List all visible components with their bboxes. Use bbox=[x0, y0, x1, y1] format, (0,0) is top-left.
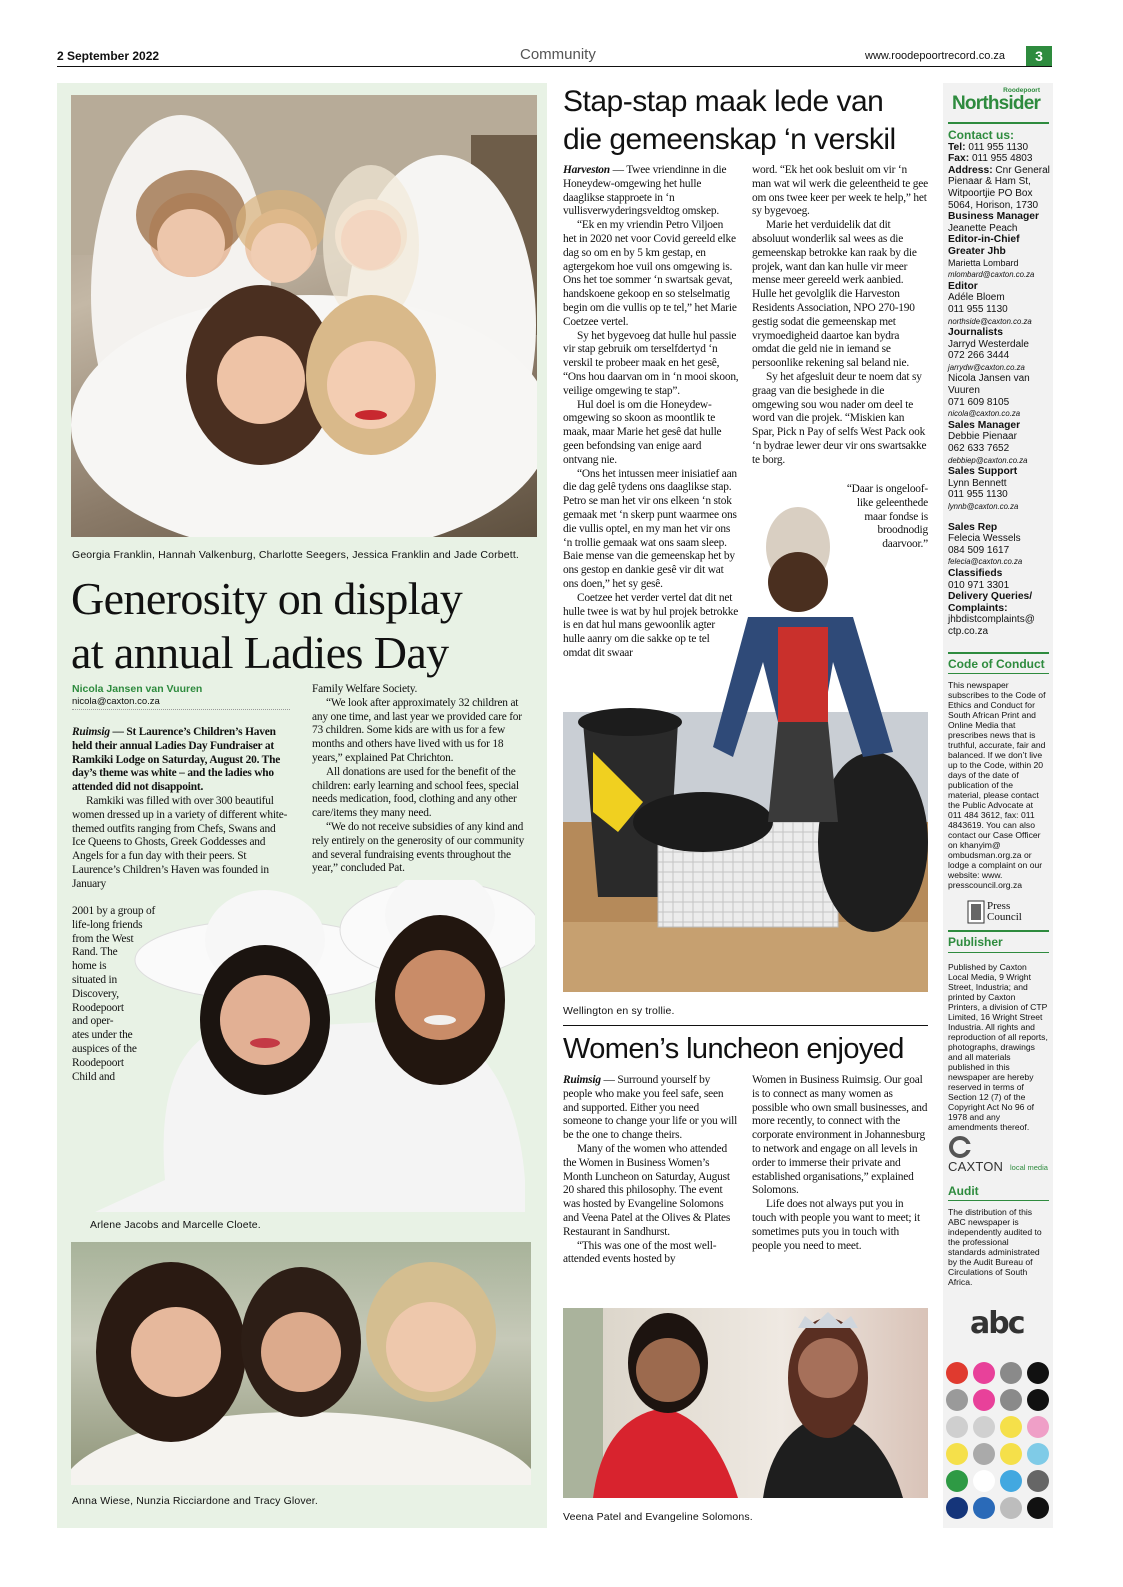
body-paragraph: All donations are used for the benefit of the children: early learning and school fees, special needs medication, food, clothing and any other care/items they many need. bbox=[312, 765, 519, 820]
masthead-logo bbox=[952, 87, 1046, 114]
registration-dot bbox=[946, 1497, 968, 1519]
contact-heading: Contact us: bbox=[948, 128, 1014, 142]
website-link[interactable]: www.roodepoortrecord.co.za bbox=[865, 50, 1006, 62]
body-paragraph: Family Welfare Society. bbox=[312, 683, 418, 695]
body-paragraph: Marie het verduidelik dat dit absoluut wonderlik sal wees as die gemeenskap betrokke kan raak by die projek, want dan kan hulle vir meer mense meer gereeld werk aanbied. Hulle het gevolglik die Harveston Residents Association, NPO 270-190 gestig sodat die gemeenskap met vrymoedigheid daartoe kan bydra omdat die geld nie in iemand se persoonlike rekening sal beland nie. bbox=[752, 219, 917, 370]
byline-rule bbox=[72, 709, 290, 710]
photo-anna-nunzia-tracy bbox=[71, 1242, 531, 1485]
code-of-conduct-heading: Code of Conduct bbox=[948, 657, 1045, 671]
photo-wellington-trolley-art bbox=[563, 492, 928, 992]
body-paragraph: “This was one of the most well-attended events hosted by bbox=[563, 1239, 717, 1266]
sales-support: Sales Support Lynn Bennett 011 955 1130 lynnb@caxton.co.za bbox=[948, 466, 1019, 511]
registration-dot bbox=[946, 1416, 968, 1438]
body-paragraph: “We look after approximately 32 children at any one time, and last year we provided care for 73 children. Some kids are with us for a few months and others have lived with us for 18 years,” explained Pat Chrichton. bbox=[312, 696, 522, 764]
logo-title: Northsider bbox=[952, 93, 1041, 114]
caption-arlene-marcelle: Arlene Jacobs and Marcelle Cloete. bbox=[90, 1219, 261, 1231]
photo-veena-evangeline bbox=[563, 1308, 928, 1498]
registration-dot bbox=[1000, 1416, 1022, 1438]
header-rule bbox=[57, 66, 1052, 67]
caption-wellington: Wellington en sy trollie. bbox=[563, 1005, 675, 1017]
ladies-day-column-2 bbox=[312, 683, 534, 876]
headline-line-1: Stap-stap maak lede van bbox=[563, 85, 884, 118]
body-paragraph: Coetzee het verder vertel dat dit net hulle twee is wat by hul projek betrokke is en dat hul mans gewoonlik agter hulle aanry om die sakke op te tel omdat dit swaar bbox=[563, 591, 739, 659]
headline-stap-stap bbox=[563, 83, 896, 159]
contact-address: Address: Cnr General Pienaar & Ham St, Witpoortjie PO Box 5064, Horison, 1730 bbox=[948, 164, 1050, 211]
registration-dot bbox=[973, 1416, 995, 1438]
headline-line-2: at annual Ladies Day bbox=[71, 627, 449, 678]
issue-date: 2 September 2022 bbox=[57, 49, 160, 63]
logo-small-text: Roodepoort bbox=[1003, 87, 1040, 94]
lead-paragraph: Ruimsig — St Laurence’s Children’s Haven held their annual Ladies Day Fundraiser at Ramkiki Lodge on Saturday, August 20. The day’s theme was white – and the ladies who attended did not disappoint. bbox=[72, 726, 281, 794]
quote-line: daarvoor.” bbox=[882, 538, 928, 551]
wrap-line: Discovery, bbox=[72, 987, 119, 1000]
wrap-line: situated in bbox=[72, 973, 117, 986]
headline-line-1: Generosity on display bbox=[71, 573, 463, 624]
wrap-line: Child and bbox=[72, 1070, 115, 1083]
registration-dot bbox=[1000, 1443, 1022, 1465]
registration-dot bbox=[973, 1389, 995, 1411]
delivery-queries: Delivery Queries/ Complaints: jhbdistcomplaints@ ctp.co.za bbox=[948, 591, 1035, 637]
photo-anna-nunzia-tracy-art bbox=[71, 1242, 531, 1485]
registration-dot bbox=[973, 1497, 995, 1519]
registration-dot bbox=[973, 1470, 995, 1492]
caption-veena-evangeline: Veena Patel and Evangeline Solomons. bbox=[563, 1511, 753, 1523]
audit-heading: Audit bbox=[948, 1184, 979, 1198]
body-paragraph: “Ons het intussen meer inisiatief aan die dag gelê tydens ons daaglikse stap. Petro se man het vir ons elkeen ‘n stok gemaak met ‘n skerp punt waarmee ons die vullis optel, en my man het vir ons ‘n trollie gemaak wat ons saam sleep. Baie mense van die gemeenskap het by ons gestop en dankie gesê vir dit wat ons doen,” het sy gesê. bbox=[563, 467, 737, 590]
body-paragraph: Sy het afgesluit deur te noem dat sy graag van die besighede in die omgewing sou wou nader om deel te word van die projek. “Miskien kan Spar, Pick n Pay of selfs West Pack ook ‘n bydrae lewer deur vir ons swartsakke te borg. bbox=[752, 370, 927, 466]
contact-fax: Fax: 011 955 4803 bbox=[948, 153, 1033, 165]
quote-line: maar fondse is bbox=[864, 510, 928, 523]
registration-dot bbox=[1027, 1470, 1049, 1492]
byline-author: Nicola Jansen van Vuuren bbox=[72, 683, 203, 695]
wrap-line: Rand. The bbox=[72, 946, 118, 959]
wrap-line: Roodepoort bbox=[72, 1001, 124, 1014]
wrap-line: from the West bbox=[72, 932, 134, 945]
registration-dot bbox=[973, 1443, 995, 1465]
wrap-line: ates under the bbox=[72, 1029, 133, 1042]
press-council-logo bbox=[967, 900, 1037, 926]
page-number: 3 bbox=[1026, 46, 1052, 66]
registration-dot bbox=[1027, 1497, 1049, 1519]
sidebar-rule bbox=[948, 1200, 1049, 1201]
press-council-icon bbox=[967, 900, 985, 924]
wrap-line: life-long friends bbox=[72, 918, 143, 931]
photo-arlene-marcelle-art bbox=[95, 880, 535, 1212]
body-paragraph: Ramkiki was filled with over 300 beautiful women dressed up in a variety of different white-themed outfits ranging from Chefs, Swans and Ice Queens to Ghosts, Greek Goddesses and Angels for a fun day with their peers. St Laurence’s Children’s Haven was founded in January bbox=[72, 794, 288, 890]
photo-wellington-trolley bbox=[563, 492, 928, 992]
caxton-logo bbox=[948, 1136, 1048, 1176]
sales-rep: Sales Rep Felecia Wessels 084 509 1617 felecia@caxton.co.za bbox=[948, 521, 1023, 567]
wrap-line: Roodepoort bbox=[72, 1056, 124, 1069]
body-paragraph: “Ek en my vriendin Petro Viljoen het in 2020 net voor Covid gereeld elke dag so om en by 5 km gestap, en agtergekom hoe vuil ons omgewing is. Ons het toe sommer ‘n swartsak gevat, handskoene gekoop en so stelselmatig begin om die vullis op te tel,” het Marie Coetzee vertel. bbox=[563, 219, 737, 328]
stap-stap-column-2 bbox=[752, 164, 928, 468]
contact-tel: Tel: 011 955 1130 bbox=[948, 141, 1029, 153]
headline-womens-luncheon: Women’s luncheon enjoyed bbox=[563, 1033, 904, 1065]
audit-text: The distribution of this ABC newspaper is independently audited to the professional standards administrated by the Audit Bureau of Circulations of South Africa. bbox=[948, 1207, 1042, 1287]
sales-manager: Sales Manager Debbie Pienaar 062 633 7652 debbiep@caxton.co.za bbox=[948, 419, 1028, 465]
quote-line: like geleenthede bbox=[856, 496, 928, 509]
luncheon-column-1 bbox=[563, 1074, 739, 1267]
registration-dot bbox=[1000, 1497, 1022, 1519]
caxton-subtext: local media bbox=[1010, 1163, 1048, 1172]
sidebar-rule bbox=[948, 652, 1049, 654]
sidebar-rule bbox=[948, 122, 1049, 124]
registration-dot bbox=[1027, 1362, 1049, 1384]
photo-arlene-marcelle bbox=[95, 880, 535, 1212]
photo-five-angels-art bbox=[71, 95, 537, 537]
registration-colour-dots bbox=[946, 1362, 1050, 1522]
section-name: Community bbox=[520, 46, 596, 63]
body-paragraph: Women in Business Ruimsig. Our goal is to connect as many women as possible who own small businesses, and more recently, to connect with the corporate environment in Johannesburg to network and engage on all levels in order to immerse their private and established organisations,” explained Solomons. bbox=[752, 1074, 928, 1197]
quote-line: broodnodig bbox=[877, 524, 928, 537]
registration-dot bbox=[1000, 1389, 1022, 1411]
article-divider bbox=[563, 1025, 928, 1026]
editor: Editor Adéle Bloem 011 955 1130 northside@caxton.co.za bbox=[948, 280, 1032, 326]
body-paragraph: Life does not always put you in touch with people you want to meet; it sometimes puts you in touch with people you need to meet. bbox=[752, 1198, 920, 1252]
press-council-text: Press Council bbox=[987, 900, 1022, 923]
registration-dot bbox=[1000, 1362, 1022, 1384]
classifieds: Classifieds 010 971 3301 bbox=[948, 567, 1010, 591]
registration-dot bbox=[946, 1362, 968, 1384]
registration-dot bbox=[946, 1443, 968, 1465]
registration-dot bbox=[946, 1389, 968, 1411]
quote-line: “Daar is ongeloof- bbox=[846, 483, 928, 495]
caxton-text: CAXTON bbox=[948, 1159, 1004, 1174]
registration-dot bbox=[1000, 1470, 1022, 1492]
wrap-line: home is bbox=[72, 960, 107, 973]
photo-five-angels bbox=[71, 95, 537, 537]
publisher-text: Published by Caxton Local Media, 9 Wright Street, Industria; and printed by Caxton Printers, a division of CTP Limited, 16 Wright Street Industria. All rights and reproduction of all reports, photographs, drawings and all materials published in this newspaper are hereby reserved in terms of Section 12 (7) of the Copyright Act No 96 of 1978 and any amendments thereof. bbox=[948, 962, 1048, 1132]
byline-email[interactable]: nicola@caxton.co.za bbox=[72, 696, 160, 707]
registration-dot bbox=[1027, 1443, 1049, 1465]
lead-paragraph: Harveston — Twee vriendinne in die Honeydew-omgewing het hulle daaglikse stapproete in ‘n vullisverwyderingsveldtog omskep. bbox=[563, 164, 727, 218]
sidebar-rule bbox=[948, 930, 1049, 932]
lead-paragraph: Ruimsig — Surround yourself by people who make you feel safe, seen and supported. Either you need someone to change your life or you will be the one to change theirs. bbox=[563, 1074, 738, 1142]
wrap-line: and oper- bbox=[72, 1015, 114, 1028]
caption-anna-nunzia-tracy: Anna Wiese, Nunzia Ricciardone and Tracy Glover. bbox=[72, 1495, 318, 1507]
caxton-icon bbox=[948, 1136, 972, 1158]
registration-dot bbox=[946, 1470, 968, 1492]
body-paragraph: “We do not receive subsidies of any kind and rely entirely on the generosity of our community and several fundraising events throughout the year,” concluded Pat. bbox=[312, 820, 525, 875]
journalists: Journalists Jarryd Westerdale 072 266 3444 jarrydw@caxton.co.za Nicola Jansen van Vuuren 071 609 8105 nicola@caxton.co.za bbox=[948, 327, 1030, 419]
ladies-day-column-1 bbox=[72, 726, 290, 892]
sidebar-rule bbox=[948, 952, 1049, 953]
headline-ladies-day bbox=[71, 572, 462, 680]
caption-five-angels: Georgia Franklin, Hannah Valkenburg, Charlotte Seegers, Jessica Franklin and Jade Corbett. bbox=[72, 549, 519, 561]
registration-dot bbox=[1027, 1416, 1049, 1438]
photo-veena-evangeline-art bbox=[563, 1308, 928, 1498]
body-paragraph: Hul doel is om die Honeydew-omgewing so skoon as moontlik te maak, maar Marie het gesê dat hulle geen befondsing van enige aard ontvang nie. bbox=[563, 398, 722, 466]
body-paragraph: Many of the women who attended the Women in Business Women’s Month Luncheon on Saturday, August 20 shared this philosophy. The event was hosted by Evangeline Solomons and Veena Patel at the Olives & Plates Restaurant in Sandhurst. bbox=[563, 1142, 731, 1238]
abc-logo: abc bbox=[970, 1306, 1024, 1341]
editor-in-chief: Editor-in-Chief Greater Jhb Marietta Lombard mlombard@caxton.co.za bbox=[948, 234, 1035, 280]
headline-line-2: die gemeenskap ‘n verskil bbox=[563, 123, 896, 156]
wrap-line: 2001 by a group of bbox=[72, 905, 156, 917]
code-of-conduct-text: This newspaper subscribes to the Code of Ethics and Conduct for South African Print and Online Media that prescribes news that is truthful, accurate, fair and balanced. If we don’t live up to the Code, within 20 days of the date of publication of the material, please contact the Public Advocate at 011 484 3612, fax: 011 4843619. You can also contact our Case Officer on khanyim@ ombudsman.org.za or lodge a complaint on our website: www. presscouncil.org.za bbox=[948, 680, 1046, 890]
publisher-heading: Publisher bbox=[948, 935, 1003, 949]
business-manager: Business Manager Jeanette Peach bbox=[948, 211, 1039, 234]
luncheon-column-2 bbox=[752, 1074, 928, 1253]
body-paragraph: Sy het bygevoeg dat hulle hul passie vir stap gebruik om terselfdertyd ‘n verskil te probeer maak en het gesê, “Ons hou daarvan om in ‘n mooi skoon, veilige omgewing te stap”. bbox=[563, 329, 739, 397]
body-paragraph: word. “Ek het ook besluit om vir ‘n man wat wil werk die geleentheid te gee om ons twee keer per week te help,” het sy bygevoeg. bbox=[752, 164, 928, 218]
registration-dot bbox=[1027, 1389, 1049, 1411]
contact-block bbox=[948, 130, 1050, 638]
sidebar-rule bbox=[948, 673, 1049, 674]
registration-dot bbox=[973, 1362, 995, 1384]
wrap-line: auspices of the bbox=[72, 1042, 137, 1055]
